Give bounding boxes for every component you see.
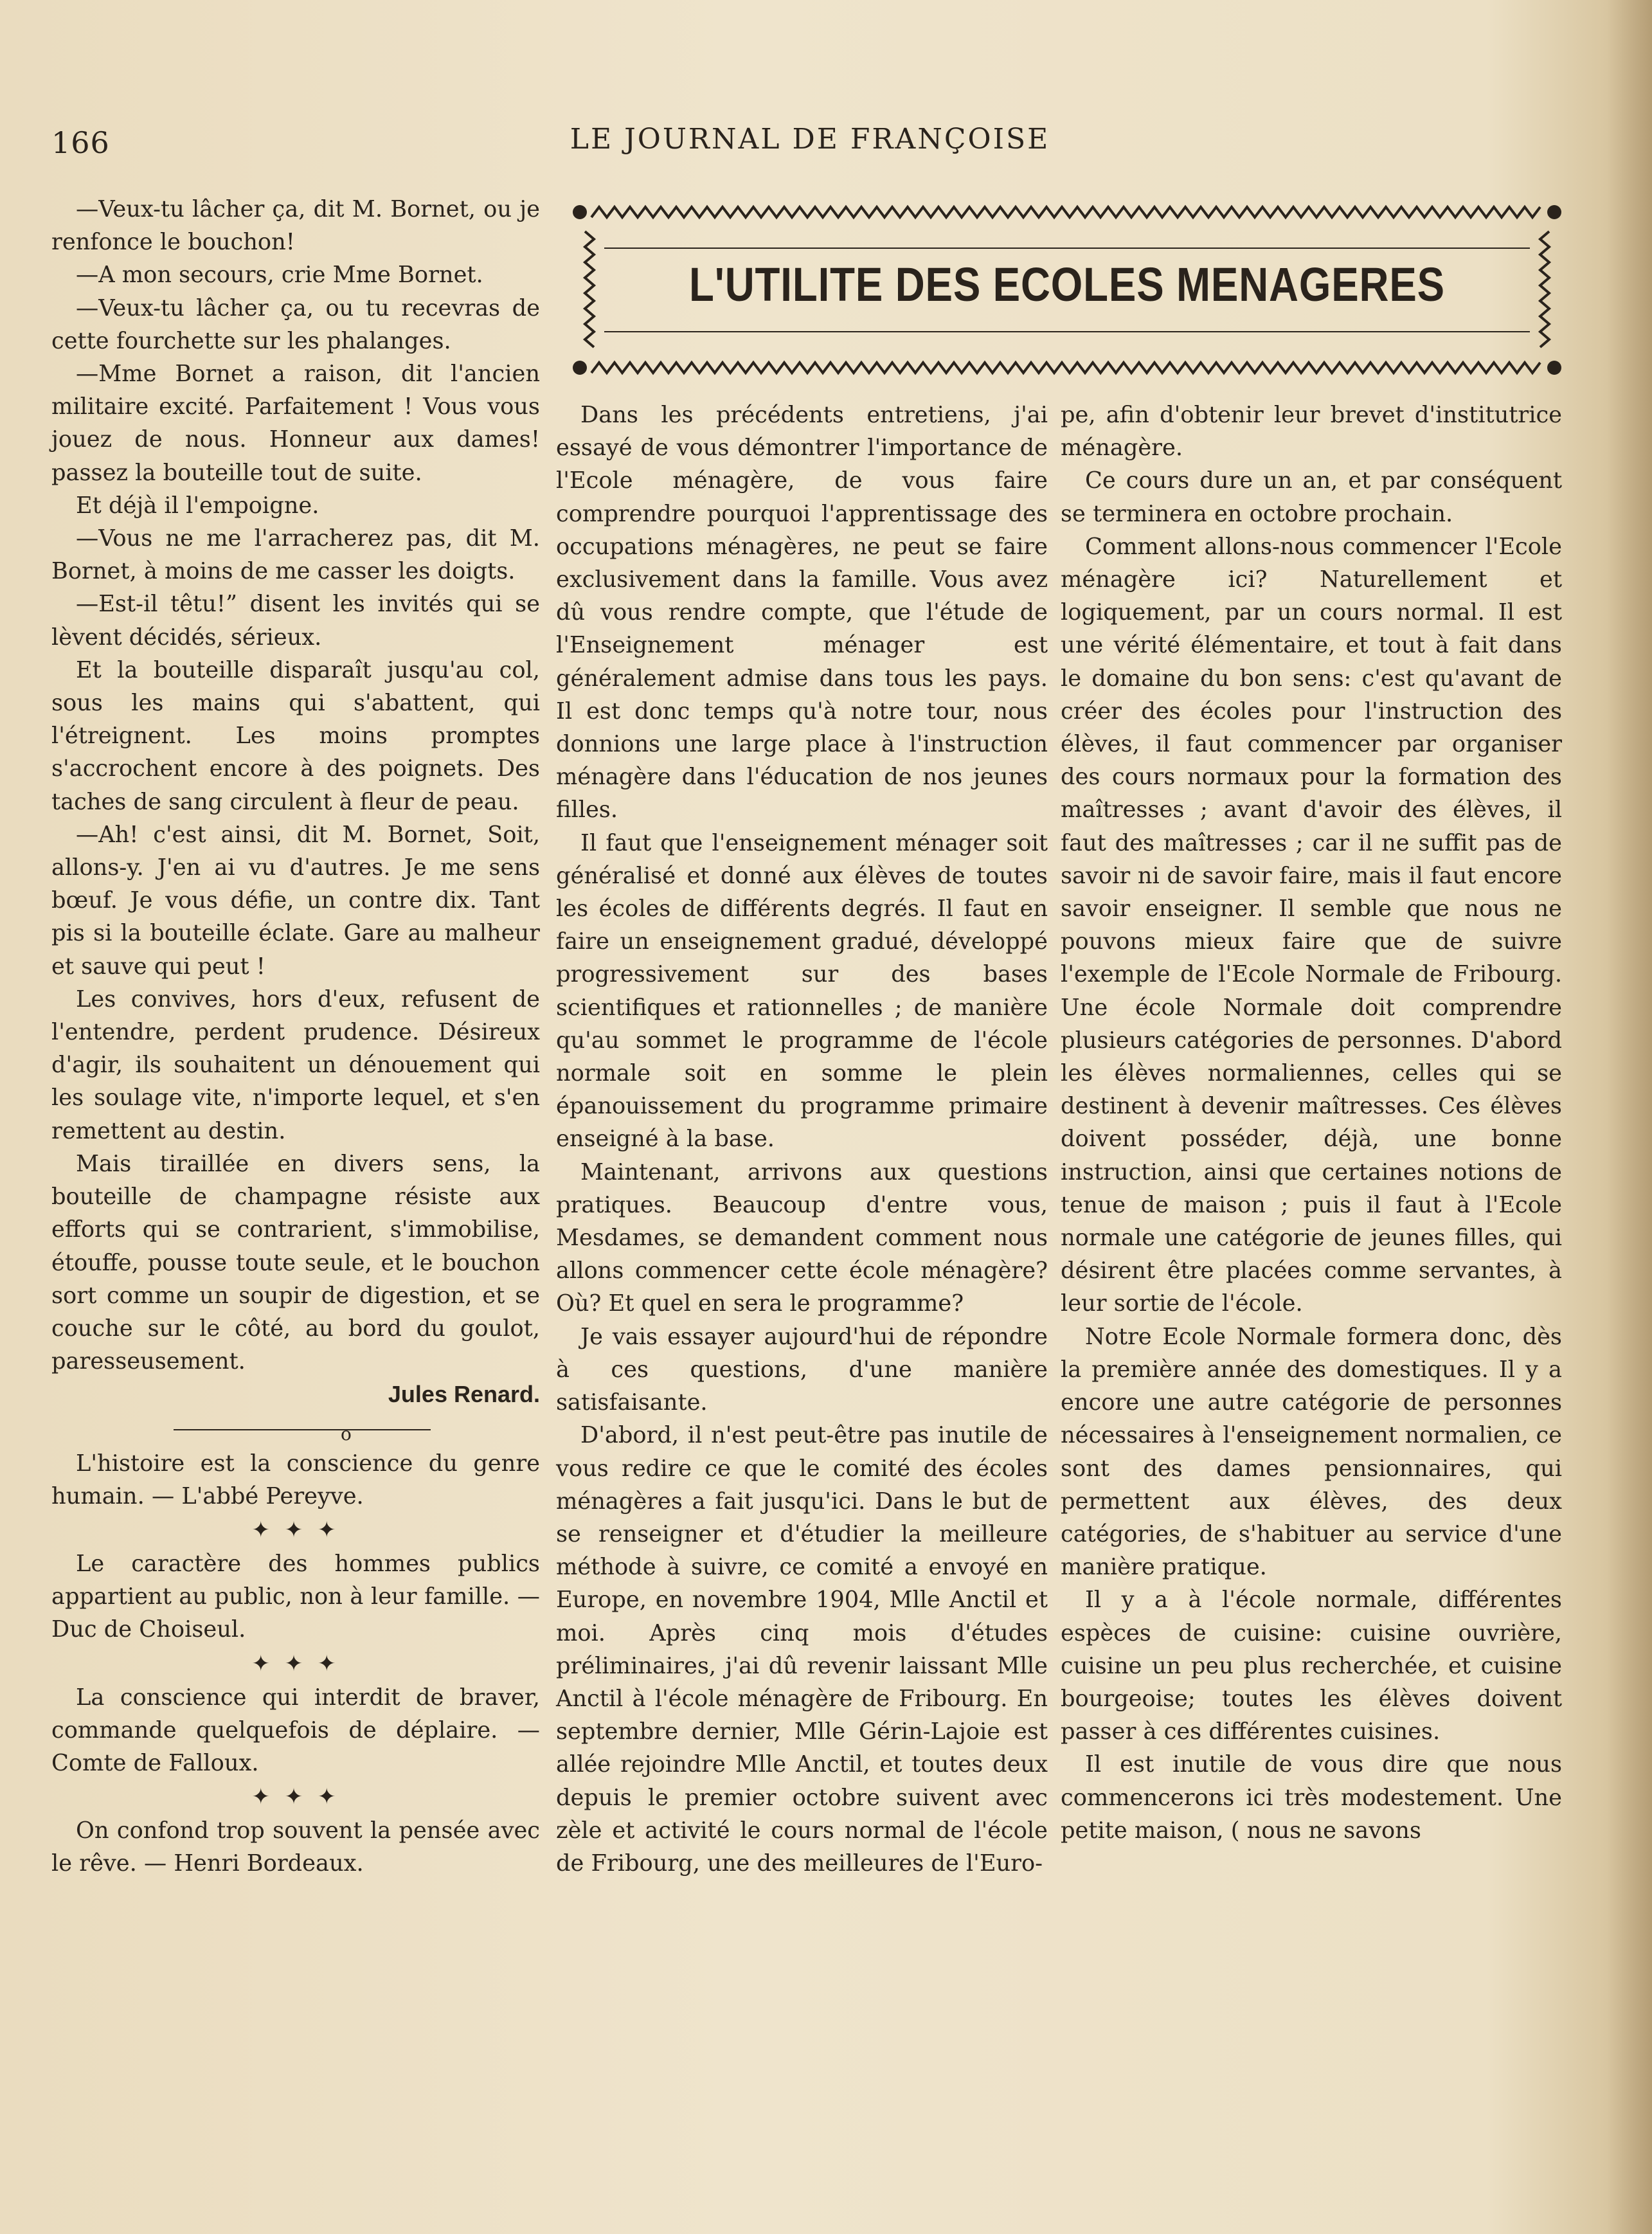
story-paragraph: —Ah! c'est ainsi, dit M. Bornet, Soit, allons-y. J'en ai vu d'autres. Je me sens bœuf. Je vous défie, un contre dix. Tant pis si la bouteille éclate. Gare au malheur et sauve qui peut !: [51, 821, 540, 980]
stars-ornament: ✦ ✦ ✦: [251, 1650, 340, 1677]
separator-mark: o: [341, 1423, 352, 1445]
story-paragraph: —A mon secours, crie Mme Bornet.: [76, 262, 483, 289]
left-column: [51, 193, 540, 1880]
article-paragraph: Maintenant, arrivons aux questions pratiques. Beaucoup d'entre vous, Mesdames, se demandent comment nous allons commencer cette école ménagère? Où? Et quel en sera le programme?: [556, 1158, 1048, 1317]
quote: L'histoire est la conscience du genre humain. — L'abbé Pereyve.: [51, 1450, 540, 1509]
story-paragraph: Les convives, hors d'eux, refusent de l'entendre, perdent prudence. Désireux d'agir, ils souhaitent un dénouement qui les soulage vite, n'importe lequel, et s'en remettent au destin.: [51, 986, 540, 1144]
journal-title: LE JOURNAL DE FRANÇOISE: [570, 123, 1050, 156]
story-paragraph: —Veux-tu lâcher ça, dit M. Bornet, ou je renfonce le bouchon!: [51, 196, 540, 256]
article-right-column: [1061, 399, 1562, 1847]
article-paragraph: Comment allons-nous commencer l'Ecole ménagère ici? Naturellement et logiquement, par un cours normal. Il est une vérité élémentaire, et tout à fait dans le domaine du bon sens: c'est qu'avant de créer des écoles pour l'instruction des élèves, il faut commencer par organiser des cours normaux pour la formation des maîtresses ; avant d'avoir des élèves, il faut des maîtresses ; car il ne suffit pas de savoir ni de savoir faire, mais il faut encore savoir enseigner. Il semble que nous ne pouvons mieux faire que de suivre l'exemple de l'Ecole Normale de Fribourg. Une école Normale doit comprendre plusieurs catégories de personnes. D'abord les élèves normaliennes, celles qui se destinent à devenir maîtresses. Ces élèves doivent posséder, déjà, une bonne instruction, ainsi que certaines notions de tenue de maison ; puis il faut à l'Ecole normale une catégorie de jeunes filles, qui désirent être placées comme servantes, à leur sortie de l'école.: [1061, 533, 1562, 1317]
page-edge-shadow: [1607, 0, 1652, 2234]
article-paragraph: Il est inutile de vous dire que nous commencerons ici très modestement. Une petite maison, ( nous ne savons: [1061, 1751, 1562, 1844]
article-paragraph: Notre Ecole Normale formera donc, dès la première année des domestiques. Il y a encore une autre catégorie de personnes nécessaires à l'enseignement normalien, ce sont des dames pensionnaires, qui permettent aux élèves, des deux catégories, de s'habituer au service d'une manière pratique.: [1061, 1323, 1562, 1581]
article-paragraph: pe, afin d'obtenir leur brevet d'institutrice ménagère.: [1061, 402, 1562, 462]
article-middle-column: [556, 399, 1048, 1880]
quote: La conscience qui interdit de braver, commande quelquefois de déplaire. — Comte de Falloux.: [51, 1684, 540, 1776]
section-separator: [51, 1411, 540, 1447]
article-paragraph: D'abord, il n'est peut-être pas inutile de vous redire ce que le comité des écoles ménagères a fait jusqu'ici. Dans le but de se renseigner et d'étudier la meilleure méthode à suivre, ce comité a envoyé en Europe, en novembre 1904, Mlle Anctil et moi. Après cinq mois d'études préliminaires, j'ai dû revenir laissant Mlle Anctil à l'école ménagère de Fribourg. En septembre dernier, Mlle Gérin-Lajoie est allée rejoindre Mlle Anctil, et toutes deux depuis le premier octobre suivent avec zèle et activité le cours normal de l'école de Fribourg, une des meilleures de l'Euro-: [556, 1422, 1048, 1877]
article-paragraph: Dans les précédents entretiens, j'ai essayé de vous démontrer l'importance de l'Ecole ménagère, de vous faire comprendre pourquoi l'apprentissage des occupations ménagères, ne peut se faire exclusivement dans la famille. Vous avez dû vous rendre compte, que l'étude de l'Enseignement ménager est généralement admise dans tous les pays. Il est donc temps qu'à notre tour, nous donnions une large place à l'instruction ménagère dans l'éducation de nos jeunes filles.: [556, 402, 1048, 824]
page-number: 166: [51, 125, 110, 160]
stars-ornament: ✦ ✦ ✦: [251, 1784, 340, 1810]
article-paragraph: Ce cours dure un an, et par conséquent se terminera en octobre prochain.: [1061, 467, 1562, 527]
article-title-frame: [566, 193, 1568, 386]
quote: Le caractère des hommes publics appartient au public, non à leur famille. — Duc de Choiseul.: [51, 1550, 540, 1643]
article-paragraph: Il faut que l'enseignement ménager soit généralisé et donné aux élèves de toutes les écoles de différents degrés. Il faut en faire un enseignement gradué, développé progressivement sur des bases scientifiques et rationnelles ; de manière qu'au sommet le programme de l'école normale soit en somme le plein épanouissement du programme primaire enseigné à la base.: [556, 829, 1048, 1153]
stars-ornament: ✦ ✦ ✦: [251, 1517, 340, 1543]
article-title: L'UTILITE DES ECOLES MENAGERES: [689, 258, 1445, 311]
story-paragraph: —Vous ne me l'arracherez pas, dit M. Bornet, à moins de me casser les doigts.: [51, 525, 540, 585]
story-paragraph: Mais tiraillée en divers sens, la bouteille de champagne résiste aux efforts qui se contrarient, s'immobilise, étouffe, pousse toute seule, et le bouchon sort comme un soupir de digestion, et se couche sur le côté, au bord du goulot, paresseusement.: [51, 1150, 540, 1375]
story-paragraph: Et la bouteille disparaît jusqu'au col, sous les mains qui s'abattent, qui l'étreignent. Les moins promptes s'accrochent encore à des poignets. Des taches de sang circulent à fleur de peau.: [51, 656, 540, 815]
quote: On confond trop souvent la pensée avec le rêve. — Henri Bordeaux.: [51, 1817, 540, 1877]
page-header: [45, 119, 1575, 164]
story-paragraph: —Mme Bornet a raison, dit l'ancien militaire excité. Parfaitement ! Vous vous jouez de nous. Honneur aux dames! passez la bouteille tout de suite.: [51, 361, 540, 486]
article-paragraph: Il y a à l'école normale, différentes espèces de cuisine: cuisine ouvrière, cuisine un peu plus recherchée, et cuisine bourgeoise; toutes les élèves doivent passer à ces différentes cuisines.: [1061, 1587, 1562, 1745]
article-paragraph: Je vais essayer aujourd'hui de répondre à ces questions, d'une manière satisfaisante.: [556, 1323, 1048, 1416]
story-paragraph: —Veux-tu lâcher ça, ou tu recevras de cette fourchette sur les phalanges.: [51, 294, 540, 354]
story-paragraph: Et déjà il l'empoigne.: [76, 492, 319, 519]
story-author: Jules Renard.: [388, 1381, 540, 1408]
story-paragraph: —Est-il têtu!” disent les invités qui se lèvent décidés, sérieux.: [51, 591, 540, 651]
